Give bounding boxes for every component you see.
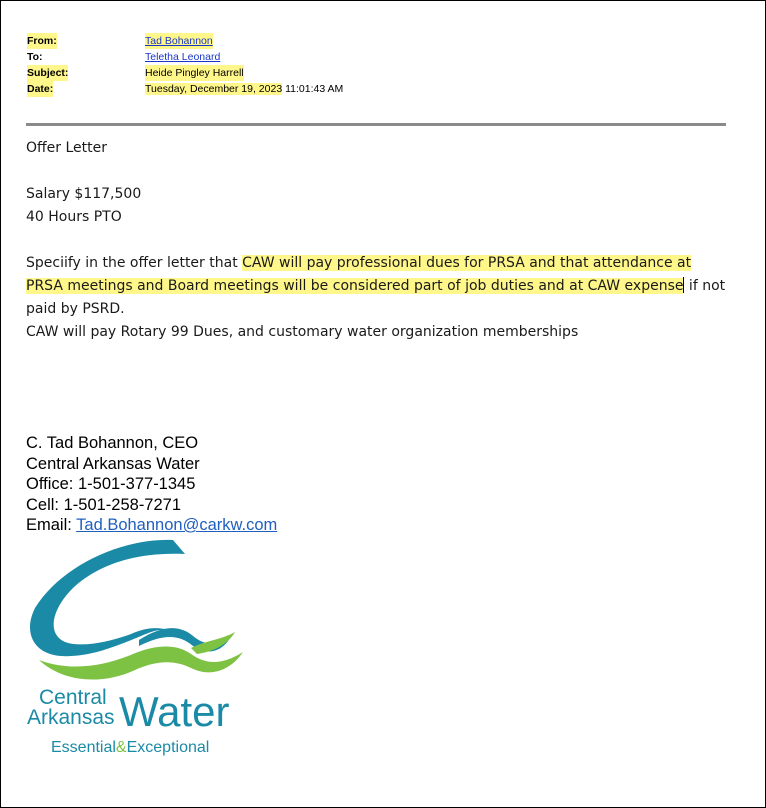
time-text: 11:01:43 AM — [285, 83, 344, 95]
dues-tail: if not paid by PSRD. — [26, 278, 726, 317]
dues-paragraph — [26, 252, 726, 321]
email-body — [26, 137, 726, 344]
signature-email-label: Email: — [26, 516, 77, 534]
subject-label: Subject: — [27, 67, 69, 79]
logo-tag-essential: Essential — [51, 739, 116, 756]
to-label: To: — [27, 51, 43, 63]
signature-email-link[interactable]: Tad.Bohannon@carkw.com — [76, 516, 278, 534]
subject-value: Heide Pingley Harrell — [145, 67, 244, 79]
logo-swoosh-teal — [30, 540, 185, 656]
signature-org: Central Arkansas Water — [26, 454, 200, 473]
signature-office: Office: 1-501-377-1345 — [26, 475, 196, 493]
date-label: Date: — [27, 83, 54, 95]
signature-cell: Cell: 1-501-258-7271 — [26, 495, 182, 514]
from-sender-link[interactable]: Tad Bohannon — [145, 35, 213, 47]
logo-tagline — [51, 739, 209, 756]
signature-email-row — [26, 515, 277, 536]
from-label: From: — [27, 35, 57, 47]
logo-tag-amp: & — [115, 739, 127, 756]
salary-line: Salary $117,500 — [26, 186, 142, 202]
to-recipient-link[interactable]: Teletha Leonard — [145, 51, 221, 63]
pto-line: 40 Hours PTO — [26, 209, 122, 225]
logo-tag-exceptional: Exceptional — [126, 739, 210, 756]
logo-text-arkansas: Arkansas — [27, 706, 115, 729]
body-heading: Offer Letter — [26, 140, 107, 156]
dues-highlight: CAW will pay professional dues for PRSA and that attendance at PRSA meetings and Board meetings will be considered part of job duties and at CAW expense — [26, 255, 692, 294]
rotary-line: CAW will pay Rotary 99 Dues, and customary water organization memberships — [26, 324, 579, 340]
central-arkansas-water-logo — [21, 536, 261, 766]
date-value — [145, 81, 343, 97]
signature-name: C. Tad Bohannon, CEO — [26, 434, 199, 452]
logo-text-water: Water — [119, 688, 230, 735]
date-text: Tuesday, December 19, 2023 — [145, 83, 283, 95]
header-divider — [26, 123, 726, 126]
signature-block — [26, 433, 277, 536]
dues-lead: Speciify in the offer letter that — [26, 255, 243, 271]
logo-text-central: Central — [39, 686, 107, 709]
